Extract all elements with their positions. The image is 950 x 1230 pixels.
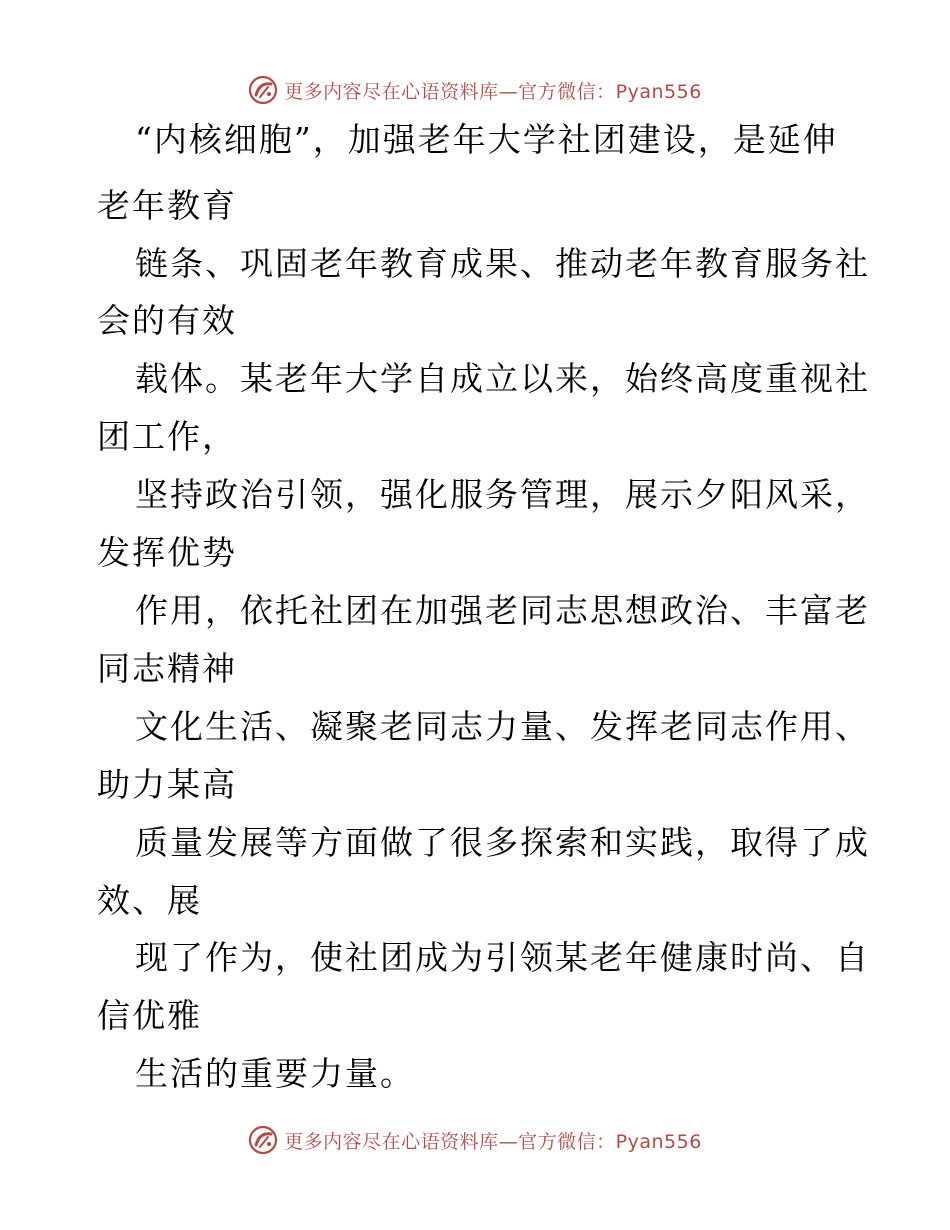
text-line: 团工作，: [97, 417, 237, 456]
text-line: 链条、巩固老年教育成果、推动老年教育服务社: [135, 244, 870, 283]
text-line: 载体。某老年大学自成立以来，始终高度重视社: [135, 359, 870, 398]
text-line: 质量发展等方面做了很多探索和实践，取得了成: [135, 823, 870, 862]
text-line: 效、展: [97, 881, 202, 920]
text-line: 会的有效: [97, 301, 237, 340]
text-line: 生活的重要力量。: [135, 1054, 415, 1093]
text-line: 现了作为，使社团成为引领某老年健康时尚、自: [135, 938, 870, 977]
footer-banner-text: 更多内容尽在心语资料库—官方微信：Pyan556: [284, 1130, 702, 1153]
text-line: 坚持政治引领，强化服务管理，展示夕阳风采，: [135, 475, 870, 514]
header-banner: [0, 70, 950, 110]
red-seal-logo-icon: [248, 75, 278, 105]
header-banner-text: 更多内容尽在心语资料库—官方微信：Pyan556: [284, 80, 702, 103]
text-line: 作用，依托社团在加强老同志思想政治、丰富老: [135, 591, 870, 630]
text-line: 助力某高: [97, 765, 237, 804]
text-line: 文化生活、凝聚老同志力量、发挥老同志作用、: [135, 707, 870, 746]
text-line: 信优雅: [97, 996, 202, 1035]
text-line: “内核细胞”，加强老年大学社团建设，是延伸: [135, 120, 838, 159]
footer-banner: [0, 1120, 950, 1160]
text-line: 发挥优势: [97, 533, 237, 572]
text-line: 同志精神: [97, 649, 237, 688]
red-seal-logo-icon: [248, 1125, 278, 1155]
text-line: 老年教育: [97, 186, 237, 225]
